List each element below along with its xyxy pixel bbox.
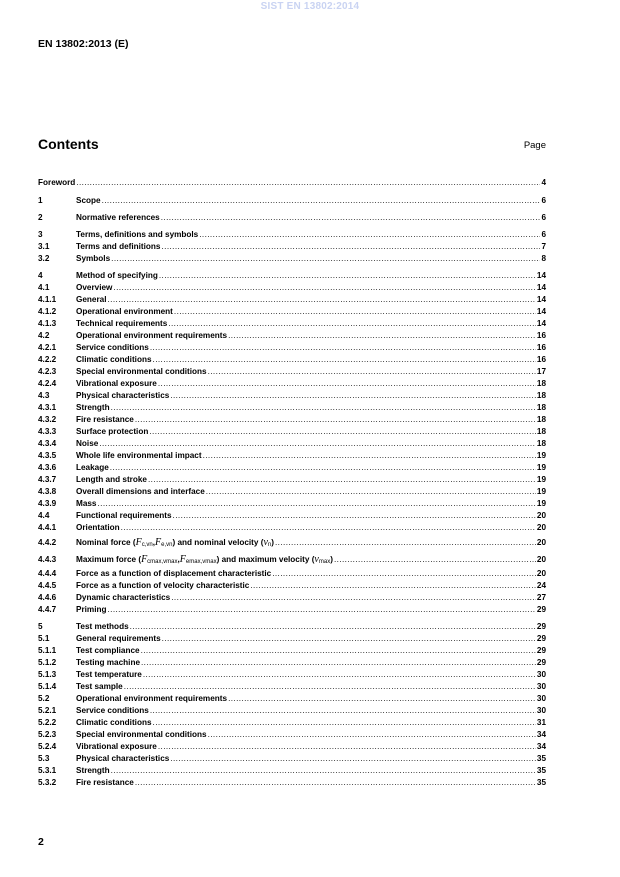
dot-leader [250, 580, 536, 592]
dot-leader [170, 753, 536, 765]
subscript: e,vn [161, 542, 173, 548]
dot-leader [158, 378, 536, 390]
toc-title: Test sample [76, 682, 123, 691]
toc-entry-4-3-9[interactable] [38, 498, 546, 510]
toc-entry-5[interactable] [38, 621, 546, 633]
dot-leader [99, 438, 536, 450]
toc-title: Mass [76, 499, 97, 508]
toc-entry-4-1-2[interactable] [38, 306, 546, 318]
toc-entry-4-2-1[interactable] [38, 342, 546, 354]
dot-leader [206, 486, 536, 498]
toc-number: 4.4.3 [38, 555, 57, 564]
dot-leader [121, 522, 536, 534]
toc-number: 4.3 [38, 391, 50, 400]
toc-entry-4-1-3[interactable] [38, 318, 546, 330]
toc-title: Normative references [76, 213, 160, 222]
title-part: ) and nominal velocity ( [172, 538, 264, 547]
toc-number: 4.4.7 [38, 605, 57, 614]
toc-entry-5-1[interactable] [38, 633, 546, 645]
toc-page: 14 [536, 283, 546, 292]
toc-title: Fire resistance [76, 778, 134, 787]
dot-leader [111, 253, 540, 265]
toc-number: 4.1.1 [38, 295, 57, 304]
toc-entry-4-3-6[interactable] [38, 462, 546, 474]
dot-leader [124, 681, 536, 693]
dot-leader [148, 474, 536, 486]
title-part: Nominal force ( [76, 538, 136, 547]
toc-page: 6 [541, 196, 546, 205]
dot-leader [208, 366, 536, 378]
toc-entry-3-2[interactable] [38, 253, 546, 265]
dot-leader [170, 390, 536, 402]
toc-page: 18 [536, 439, 546, 448]
toc-number: 5.3.2 [38, 778, 57, 787]
toc-page: 35 [536, 754, 546, 763]
toc-number: 2 [38, 213, 43, 222]
toc-page: 19 [536, 499, 546, 508]
toc-number: 4.3.6 [38, 463, 57, 472]
toc-page: 18 [536, 415, 546, 424]
toc-number: 4.2.4 [38, 379, 57, 388]
toc-title: Noise [76, 439, 99, 448]
dot-leader [171, 592, 536, 604]
toc-entry-3[interactable] [38, 229, 546, 241]
dot-leader [162, 633, 536, 645]
toc-entry-4-3-8[interactable] [38, 486, 546, 498]
toc-page: 29 [536, 622, 546, 631]
title-part: ) [271, 538, 274, 547]
toc-number: 4.2.3 [38, 367, 57, 376]
toc-number: 4.4.2 [38, 538, 57, 547]
toc-number: 4.4.4 [38, 569, 57, 578]
toc-entry-4-4-4[interactable] [38, 568, 546, 580]
toc-page: 7 [541, 242, 546, 251]
toc-title: Testing machine [76, 658, 140, 667]
toc-number: 4.2.2 [38, 355, 57, 364]
table-of-contents [38, 177, 546, 789]
toc-number: 4.3.2 [38, 415, 57, 424]
toc-number: 4.4.6 [38, 593, 57, 602]
toc-number: 5 [38, 622, 43, 631]
toc-number: 4.3.9 [38, 499, 57, 508]
toc-page: 16 [536, 343, 546, 352]
toc-title: Priming [76, 605, 107, 614]
dot-leader [150, 705, 536, 717]
dot-leader [143, 669, 536, 681]
toc-title: Whole life environmental impact [76, 451, 202, 460]
toc-title: Operational environment requirements [76, 694, 228, 703]
toc-number: 3 [38, 230, 43, 239]
title-part: ) [330, 555, 333, 564]
toc-page: 34 [536, 730, 546, 739]
toc-number: 4.1.3 [38, 319, 57, 328]
toc-title: Strength [76, 766, 110, 775]
toc-entry-2[interactable] [38, 212, 546, 224]
toc-entry-5-1-1[interactable] [38, 645, 546, 657]
toc-title: Special environmental conditions [76, 367, 207, 376]
toc-entry-4-4-7[interactable] [38, 604, 546, 616]
page-title: Contents [38, 136, 99, 152]
toc-entry-4-4-2[interactable] [38, 534, 546, 551]
toc-title: Operational environment [76, 307, 173, 316]
toc-page: 19 [536, 487, 546, 496]
toc-page: 30 [536, 706, 546, 715]
toc-page: 14 [536, 295, 546, 304]
watermark: SIST EN 13802:2014 [260, 1, 360, 12]
dot-leader [141, 657, 536, 669]
toc-page: 4 [541, 178, 546, 187]
dot-leader [153, 354, 536, 366]
toc-entry-4-2-4[interactable] [38, 378, 546, 390]
dot-leader [135, 777, 536, 789]
toc-page: 34 [536, 742, 546, 751]
toc-entry-4-1-1[interactable] [38, 294, 546, 306]
toc-entry-4-4-5[interactable] [38, 580, 546, 592]
toc-page: 18 [536, 403, 546, 412]
toc-number: 5.1.2 [38, 658, 57, 667]
toc-page: 19 [536, 475, 546, 484]
toc-title: Strength [76, 403, 110, 412]
toc-page: 29 [536, 634, 546, 643]
toc-entry-5-3-1[interactable] [38, 765, 546, 777]
toc-page: 35 [536, 778, 546, 787]
toc-page: 29 [536, 658, 546, 667]
toc-title: Dynamic characteristics [76, 593, 171, 602]
dot-leader [174, 306, 536, 318]
toc-title: Leakage [76, 463, 109, 472]
document-id: EN 13802:2013 (E) [38, 38, 129, 50]
toc-title: Technical requirements [76, 319, 168, 328]
toc-entry-5-2-4[interactable] [38, 741, 546, 753]
toc-number: 3.1 [38, 242, 50, 251]
toc-number: 5.1.3 [38, 670, 57, 679]
toc-page: 18 [536, 379, 546, 388]
toc-title: Physical characteristics [76, 754, 170, 763]
toc-entry-4-3-2[interactable] [38, 414, 546, 426]
toc-entry-4-3-5[interactable] [38, 450, 546, 462]
symbol-f: F [179, 554, 186, 565]
subscript: cmax,vmax [147, 559, 178, 565]
toc-entry-4[interactable] [38, 270, 546, 282]
toc-title: Surface protection [76, 427, 149, 436]
page-number: 2 [38, 836, 44, 848]
toc-title: Vibrational exposure [76, 379, 157, 388]
toc-page: 19 [536, 451, 546, 460]
toc-page: 14 [536, 319, 546, 328]
toc-entry-4-3-1[interactable] [38, 402, 546, 414]
toc-number: 4 [38, 271, 43, 280]
dot-leader [158, 741, 536, 753]
toc-number: 5.2.3 [38, 730, 57, 739]
toc-entry-5-1-3[interactable] [38, 669, 546, 681]
separator: , [177, 555, 180, 564]
toc-title: Functional requirements [76, 511, 172, 520]
toc-entry-5-2-2[interactable] [38, 717, 546, 729]
toc-entry-4-2[interactable] [38, 330, 546, 342]
toc-page: 6 [541, 230, 546, 239]
toc-number: 5.3.1 [38, 766, 57, 775]
toc-page: 19 [536, 463, 546, 472]
symbol-v: v [263, 537, 268, 548]
toc-entry-5-2-1[interactable] [38, 705, 546, 717]
toc-title: Overall dimensions and interface [76, 487, 205, 496]
dot-leader [111, 402, 536, 414]
toc-page: 16 [536, 355, 546, 364]
dot-leader [149, 426, 536, 438]
toc-title: Foreword [38, 178, 76, 187]
toc-number: 3.2 [38, 254, 50, 263]
dot-leader [76, 177, 540, 189]
toc-title: Method of specifying [76, 271, 158, 280]
title-part: Maximum force ( [76, 555, 142, 564]
toc-title: Climatic conditions [76, 718, 152, 727]
toc-title: Symbols [76, 254, 111, 263]
toc-entry-4-3-4[interactable] [38, 438, 546, 450]
toc-number: 4.4 [38, 511, 50, 520]
toc-title: Climatic conditions [76, 355, 152, 364]
toc-page: 6 [541, 213, 546, 222]
toc-number: 5.2.2 [38, 718, 57, 727]
toc-number: 4.2.1 [38, 343, 57, 352]
toc-page: 20 [536, 511, 546, 520]
toc-number: 4.3.1 [38, 403, 57, 412]
toc-number: 4.3.4 [38, 439, 57, 448]
dot-leader [272, 568, 536, 580]
dot-leader [161, 212, 541, 224]
toc-page: 18 [536, 427, 546, 436]
separator: , [152, 538, 156, 547]
toc-page: 29 [536, 605, 546, 614]
toc-number: 5.1.1 [38, 646, 57, 655]
toc-title: Terms, definitions and symbols [76, 230, 199, 239]
dot-leader [97, 498, 535, 510]
toc-title: Vibrational exposure [76, 742, 157, 751]
dot-leader [199, 229, 540, 241]
toc-entry-4-1[interactable] [38, 282, 546, 294]
toc-page: 31 [536, 718, 546, 727]
toc-number: 4.1 [38, 283, 50, 292]
dot-leader [113, 282, 535, 294]
dot-leader [102, 195, 541, 207]
toc-number: 5.2.4 [38, 742, 57, 751]
toc-page: 29 [536, 646, 546, 655]
dot-leader [203, 450, 536, 462]
toc-page: 18 [536, 391, 546, 400]
toc-entry-4-4-1[interactable] [38, 522, 546, 534]
dot-leader [159, 270, 536, 282]
toc-page: 8 [541, 254, 546, 263]
subscript: emax,vmax [185, 559, 217, 565]
symbol-v: v [314, 554, 319, 565]
toc-title: General [76, 295, 107, 304]
toc-title: Service conditions [76, 343, 149, 352]
symbol-f: F [155, 537, 162, 548]
toc-page: 20 [536, 523, 546, 532]
toc-entry-5-1-2[interactable] [38, 657, 546, 669]
toc-title: Force as a function of velocity characteristic [76, 581, 250, 590]
dot-leader [168, 318, 536, 330]
toc-title: Overview [76, 283, 113, 292]
toc-title: General requirements [76, 634, 161, 643]
toc-entry-4-2-3[interactable] [38, 366, 546, 378]
dot-leader [334, 551, 536, 568]
toc-title: Test temperature [76, 670, 142, 679]
toc-title: Operational environment requirements [76, 331, 228, 340]
toc-entry-4-3[interactable] [38, 390, 546, 402]
subscript: c,vn [141, 542, 153, 548]
toc-entry-4-2-2[interactable] [38, 354, 546, 366]
toc-entry-5-3-2[interactable] [38, 777, 546, 789]
dot-leader [153, 717, 536, 729]
dot-leader [108, 294, 536, 306]
toc-entry-4-4-3[interactable] [38, 551, 546, 568]
title-part: ) and maximum velocity ( [216, 555, 315, 564]
dot-leader [150, 342, 536, 354]
toc-number: 4.1.2 [38, 307, 57, 316]
toc-entry-1[interactable] [38, 195, 546, 207]
subscript: max [318, 559, 331, 565]
toc-page: 16 [536, 331, 546, 340]
toc-title: Force as a function of displacement characteristic [76, 569, 272, 578]
dot-leader [110, 462, 536, 474]
toc-page: 20 [536, 538, 546, 547]
toc-title: Scope [76, 196, 101, 205]
dot-leader [141, 645, 536, 657]
toc-entry-3-1[interactable] [38, 241, 546, 253]
toc-entry-5-1-4[interactable] [38, 681, 546, 693]
page-column-header: Page [523, 140, 546, 151]
toc-number: 4.3.7 [38, 475, 57, 484]
dot-leader [161, 241, 540, 253]
dot-leader [275, 534, 536, 551]
toc-title: Special environmental conditions [76, 730, 207, 739]
toc-page: 17 [536, 367, 546, 376]
toc-page: 20 [536, 569, 546, 578]
toc-page: 30 [536, 670, 546, 679]
dot-leader [173, 510, 536, 522]
toc-entry-4-3-7[interactable] [38, 474, 546, 486]
toc-entry-4-4-6[interactable] [38, 592, 546, 604]
dot-leader [111, 765, 536, 777]
toc-page: 14 [536, 307, 546, 316]
toc-page: 35 [536, 766, 546, 775]
dot-leader [208, 729, 536, 741]
toc-entry-4-4[interactable] [38, 510, 546, 522]
toc-number: 5.2.1 [38, 706, 57, 715]
symbol-f: F [135, 537, 142, 548]
symbol-f: F [141, 554, 148, 565]
toc-number: 5.3 [38, 754, 50, 763]
toc-page: 24 [536, 581, 546, 590]
toc-page: 30 [536, 682, 546, 691]
toc-number: 5.1 [38, 634, 50, 643]
toc-title: Test compliance [76, 646, 140, 655]
toc-entry-4-3-3[interactable] [38, 426, 546, 438]
toc-entry-5-2[interactable] [38, 693, 546, 705]
dot-leader [228, 693, 536, 705]
toc-title: Physical characteristics [76, 391, 170, 400]
toc-title: Terms and definitions [76, 242, 161, 251]
toc-number: 4.4.5 [38, 581, 57, 590]
subscript: n [267, 542, 272, 548]
toc-number: 1 [38, 196, 43, 205]
toc-entry-5-2-3[interactable] [38, 729, 546, 741]
toc-page: 27 [536, 593, 546, 602]
toc-page: 14 [536, 271, 546, 280]
toc-number: 5.1.4 [38, 682, 57, 691]
dot-leader [107, 604, 535, 616]
toc-title: Test methods [76, 622, 129, 631]
toc-title: Service conditions [76, 706, 149, 715]
dot-leader [135, 414, 536, 426]
toc-title: Length and stroke [76, 475, 147, 484]
dot-leader [130, 621, 536, 633]
toc-title: Fire resistance [76, 415, 134, 424]
toc-page: 30 [536, 694, 546, 703]
toc-entry-foreword[interactable] [38, 177, 546, 189]
toc-number: 4.3.5 [38, 451, 57, 460]
toc-number: 4.3.8 [38, 487, 57, 496]
dot-leader [228, 330, 536, 342]
toc-page: 20 [536, 555, 546, 564]
toc-number: 4.3.3 [38, 427, 57, 436]
toc-number: 5.2 [38, 694, 50, 703]
toc-number: 4.2 [38, 331, 50, 340]
toc-number: 4.4.1 [38, 523, 57, 532]
toc-title: Orientation [76, 523, 120, 532]
toc-entry-5-3[interactable] [38, 753, 546, 765]
